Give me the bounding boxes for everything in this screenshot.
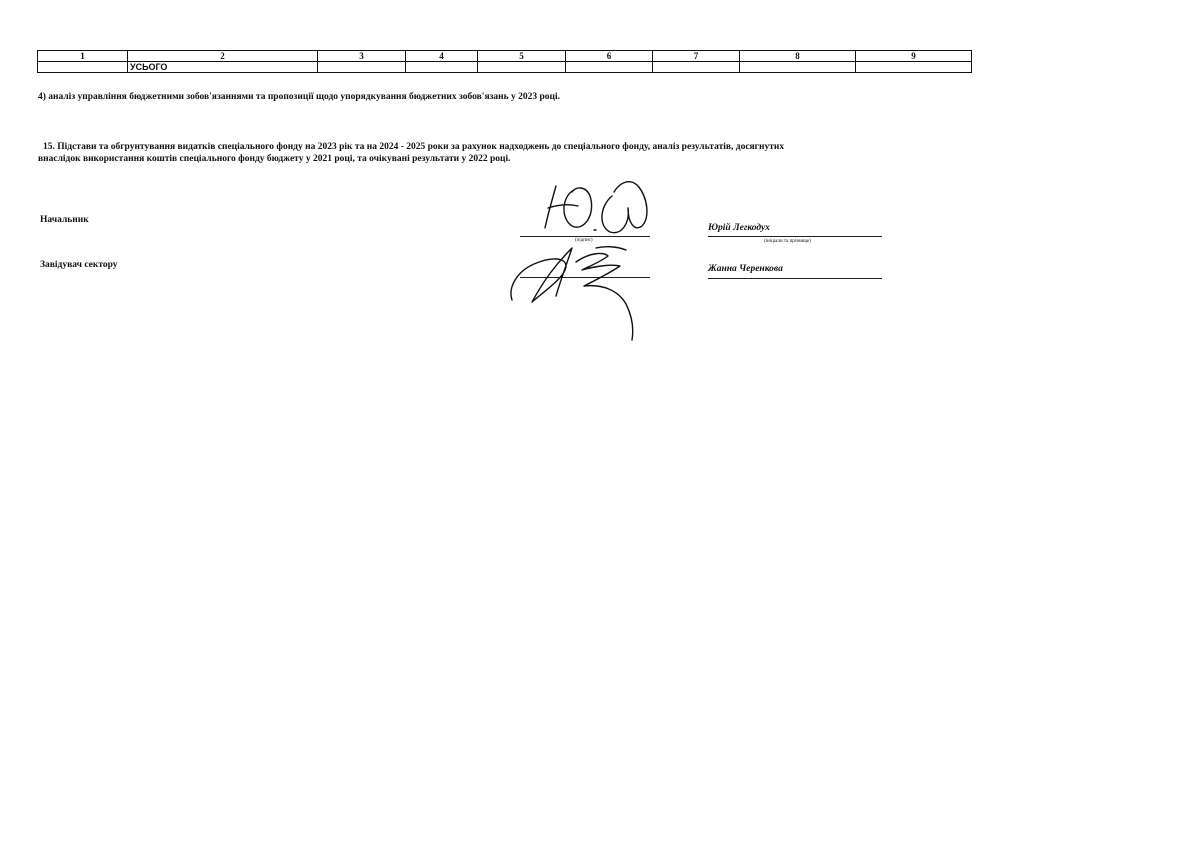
section-15-line-1: 15. Підстави та обгрунтування видатків спеціального фонду на 2023 рік та на 2024 - 2025 роки за рахунок надходжень до спеціального фонду, аналіз результатів, досягнутих: [43, 142, 785, 152]
column-header: 4: [406, 51, 478, 62]
sector-head-name: Жанна Черенкова: [708, 264, 783, 274]
name-caption: (ініціали та прізвище): [764, 239, 811, 244]
head-name: Юрій Легкодух: [708, 223, 770, 233]
sector-head-position: Завідувач сектору: [40, 260, 118, 270]
signature-sector-head-stroke: [576, 254, 633, 340]
signature-caption: (підпис): [575, 238, 593, 243]
signature-sector-head-stroke: [511, 248, 572, 302]
column-header: 8: [740, 51, 856, 62]
section-4-text: 4) аналіз управління бюджетними зобов'язаннями та пропозиції щодо упорядкування бюджетних зобов'язань у 2023 році.: [38, 92, 561, 102]
column-header: 7: [653, 51, 740, 62]
column-header: 3: [318, 51, 406, 62]
section-15-line-2: внаслідок використання коштів спеціального фонду бюджету у 2021 році, та очікувані результати у 2022 році.: [38, 154, 511, 164]
column-header: 6: [566, 51, 653, 62]
column-header: 9: [856, 51, 972, 62]
column-header: 5: [478, 51, 566, 62]
column-header: 1: [38, 51, 128, 62]
head-position: Начальник: [40, 215, 89, 225]
total-label: УСЬОГО: [128, 62, 318, 73]
signature-head-stroke: [545, 186, 592, 228]
column-header: 2: [128, 51, 318, 62]
signature-head-stroke: [602, 182, 647, 233]
signature-sector-head-stroke: [596, 247, 626, 250]
